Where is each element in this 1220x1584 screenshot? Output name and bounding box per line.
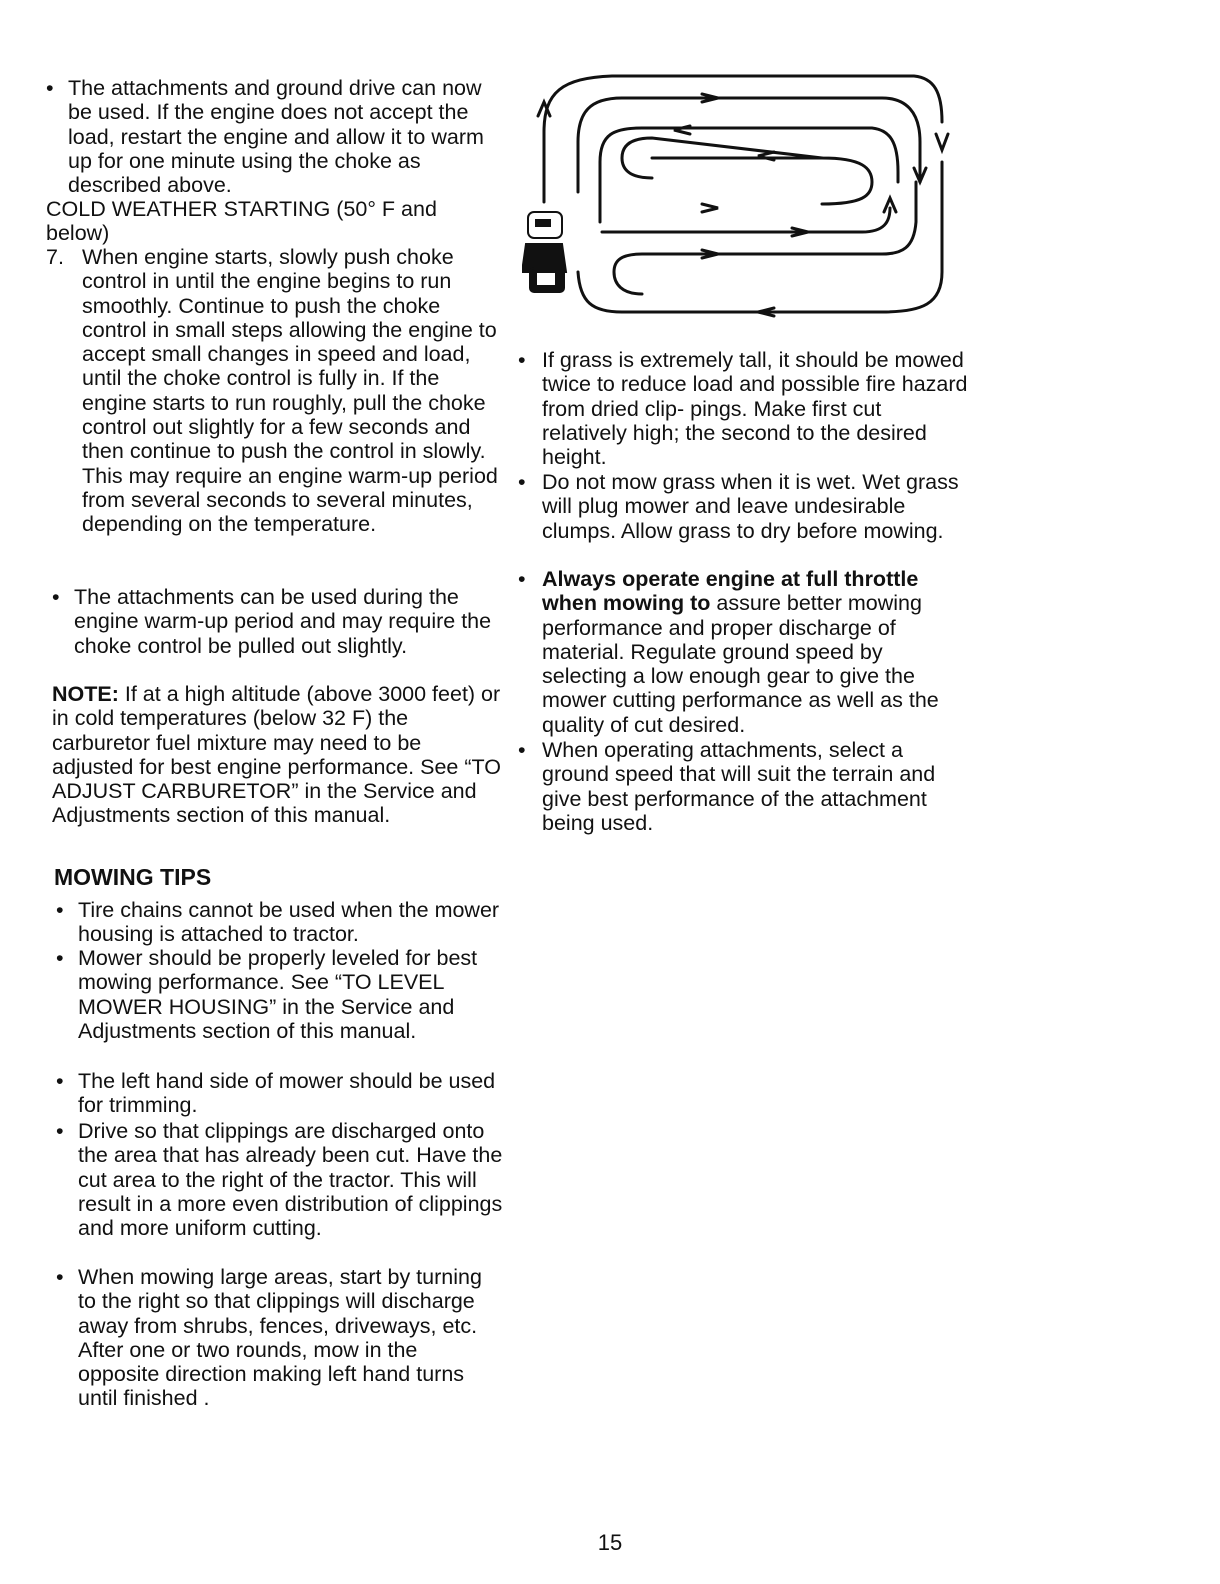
bullet-marker: • bbox=[56, 946, 64, 970]
intro-bullet-text: The attachments and ground drive can now be used. If the engine does not accept the load, restart the engine and allow it to warm up for one minute using the choke as described above. bbox=[68, 76, 484, 198]
third-loop bbox=[600, 128, 898, 222]
right-tip-item: If grass is extremely tall, it should be mowed twice to reduce load and possible fire hazard from dried clip- pings. Make first cut relatively high; the second to the desired height. bbox=[542, 348, 968, 470]
bullet-marker: • bbox=[518, 738, 526, 762]
mowing-tips-heading: MOWING TIPS bbox=[54, 864, 212, 890]
mowing-pattern-diagram bbox=[522, 72, 952, 322]
throttle-tip bbox=[542, 567, 972, 737]
arrow-right-icon bbox=[702, 204, 718, 212]
note-paragraph bbox=[52, 682, 502, 828]
right-tip-item: Do not mow grass when it is wet. Wet grass will plug mower and leave undesirable clumps. Allow grass to dry before mowing. bbox=[542, 470, 959, 543]
cold-weather-heading: COLD WEATHER STARTING (50° F and below) bbox=[46, 197, 437, 246]
bullet-marker: • bbox=[518, 567, 526, 591]
inner-oval bbox=[622, 138, 872, 204]
bullet-marker: • bbox=[52, 585, 60, 609]
bullet-marker: • bbox=[56, 898, 64, 922]
arrow-down-icon bbox=[936, 134, 948, 150]
step-7-number: 7. bbox=[46, 245, 64, 269]
throttle-bold-text: Always operate engine at full throttle when mowing to bbox=[542, 567, 919, 616]
bullet-marker: • bbox=[518, 348, 526, 372]
outer-path-top bbox=[544, 76, 942, 132]
mowing-tip-item: Tire chains cannot be used when the mower housing is attached to tractor. bbox=[78, 898, 500, 947]
warmup-bullet-text: The attachments can be used during the engine warm-up period and may require the choke control be pulled out slightly. bbox=[74, 585, 492, 658]
step-7-text: When engine starts, slowly push choke control in until the engine begins to run smoothly. Continue to push the choke control in small steps allowing the engine to accept small changes in speed and load, until the choke control is fully in. If the engine starts to run roughly, pull the choke control out slightly for a few seconds and then continue to push the control in slowly. This may require an engine warm-up period from several seconds to several minutes, depending on the temperature. bbox=[82, 245, 498, 537]
mowing-tip-item: When mowing large areas, start by turning to the right so that clippings will discharge away from shrubs, fences, driveways, etc. After one or two rounds, mow in the opposite direction making left hand turns until finished . bbox=[78, 1265, 482, 1411]
mowing-tip-item: Mower should be properly leveled for best mowing performance. See “TO LEVEL MOWER HOUSING” in the Service and Adjustments section of this manual. bbox=[78, 946, 478, 1043]
mowing-tip-item: Drive so that clippings are discharged onto the area that has already been cut. Have the cut area to the right of the tractor. This will result in a more even distribution of clippings and more uniform cutting. bbox=[78, 1119, 503, 1241]
note-label: NOTE: bbox=[52, 682, 119, 706]
outer-path-bottom bbox=[578, 162, 942, 312]
lower-loop bbox=[602, 208, 890, 232]
bullet-marker: • bbox=[56, 1119, 64, 1143]
bullet-marker: • bbox=[46, 76, 54, 100]
mowing-tip-item: The left hand side of mower should be used for trimming. bbox=[78, 1069, 496, 1118]
note-text: If at a high altitude (above 3000 feet) or in cold temperatures (below 32 F) the carburetor fuel mixture may need to be adjusted for best engine performance. See “TO ADJUST CARBURETOR” in the Service and Adjustments section of this manual. bbox=[52, 682, 501, 828]
bullet-marker: • bbox=[56, 1265, 64, 1289]
bullet-marker: • bbox=[518, 470, 526, 494]
bullet-marker: • bbox=[56, 1069, 64, 1093]
attachments-tip: When operating attachments, select a ground speed that will suit the terrain and give best performance of the attachment being used. bbox=[542, 738, 936, 835]
throttle-text: assure better mowing performance and proper discharge of material. Regulate ground speed by selecting a low enough gear to give the mower cutting performance as well as the quality of cut desired. bbox=[542, 591, 939, 737]
bottom-loop bbox=[614, 182, 916, 294]
tractor-icon bbox=[522, 212, 566, 292]
page-number: 15 bbox=[597, 1530, 623, 1555]
